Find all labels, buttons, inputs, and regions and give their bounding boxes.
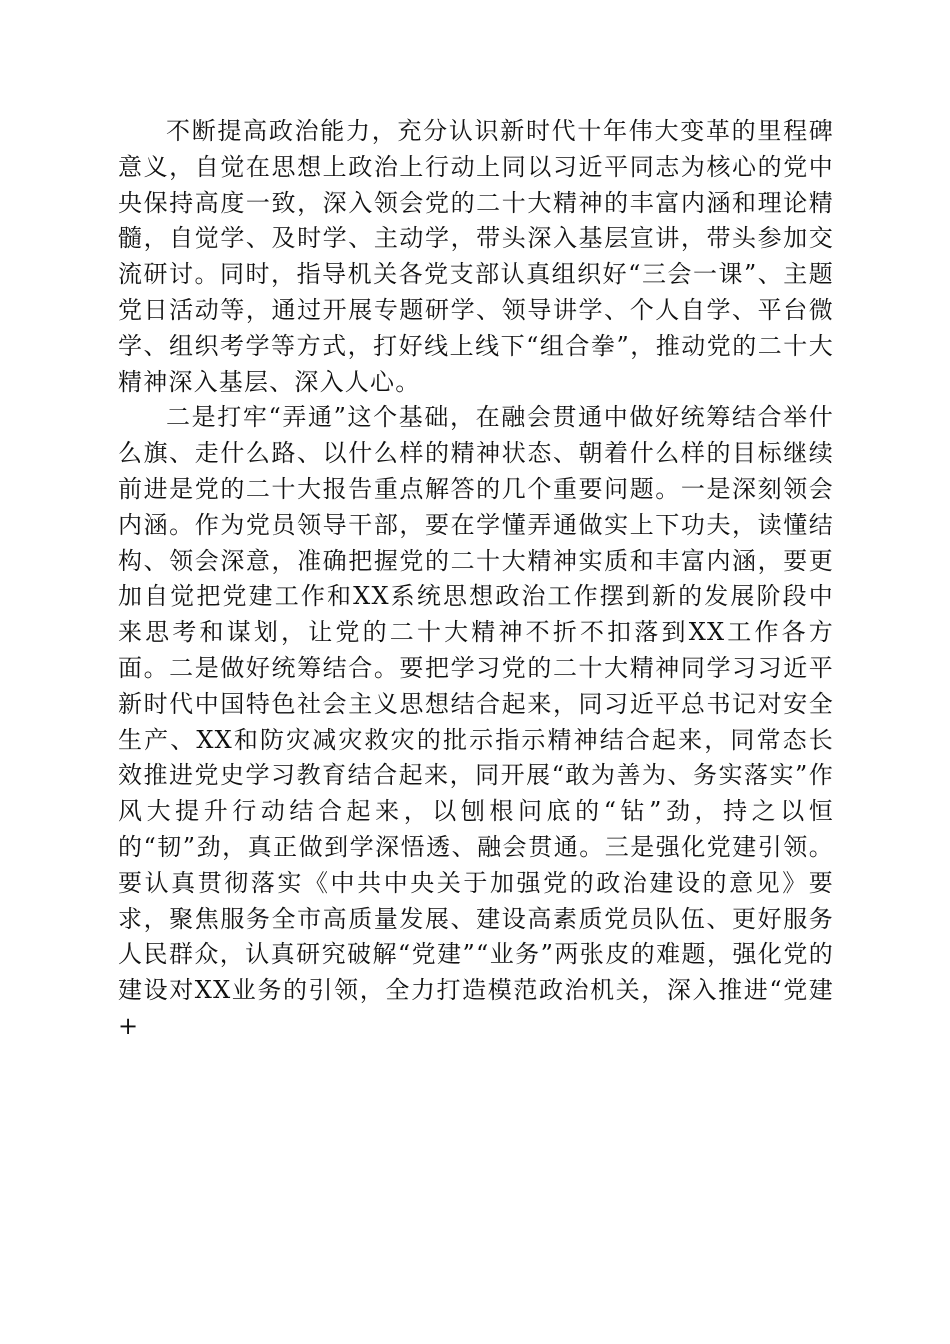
document-body [118,114,834,1045]
paragraph-1: 不断提高政治能力，充分认识新时代十年伟大变革的里程碑意义，自觉在思想上政治上行动上同以习近平同志为核心的党中央保持高度一致，深入领会党的二十大精神的丰富内涵和理论精髓，自觉学、及时学、主动学，带头深入基层宣讲，带头参加交流研讨。同时，指导机关各党支部认真组织好“三会一课”、主题党日活动等，通过开展专题研学、领导讲学、个人自学、平台微学、组织考学等方式，打好线上线下“组合拳”，推动党的二十大精神深入基层、深入人心。 [118,117,834,396]
paragraph-2: 二是打牢“弄通”这个基础，在融会贯通中做好统筹结合举什么旗、走什么路、以什么样的精神状态、朝着什么样的目标继续前进是党的二十大报告重点解答的几个重要问题。一是深刻领会内涵。作为党员领导干部，要在学懂弄通做实上下功夫，读懂结构、领会深意，准确把握党的二十大精神实质和丰富内涵，要更加自觉把党建工作和XX系统思想政治工作摆到新的发展阶段中来思考和谋划，让党的二十大精神不折不扣落到XX工作各方面。二是做好统筹结合。要把学习党的二十大精神同学习习近平新时代中国特色社会主义思想结合起来，同习近平总书记对安全生产、XX和防灾减灾救灾的批示指示精神结合起来，同常态长效推进党史学习教育结合起来，同开展“敢为善为、务实落实”作风大提升行动结合起来，以刨根问底的“钻”劲，持之以恒的“韧”劲，真正做到学深悟透、融会贯通。三是强化党建引领。要认真贯彻落实《中共中央关于加强党的政治建设的意见》要求，聚焦服务全市高质量发展、建设高素质党员队伍、更好服务人民群众，认真研究破解“党建”“业务”两张皮的难题，强化党的建设对XX业务的引领，全力打造模范政治机关，深入推进“党建+ [118,403,834,1040]
